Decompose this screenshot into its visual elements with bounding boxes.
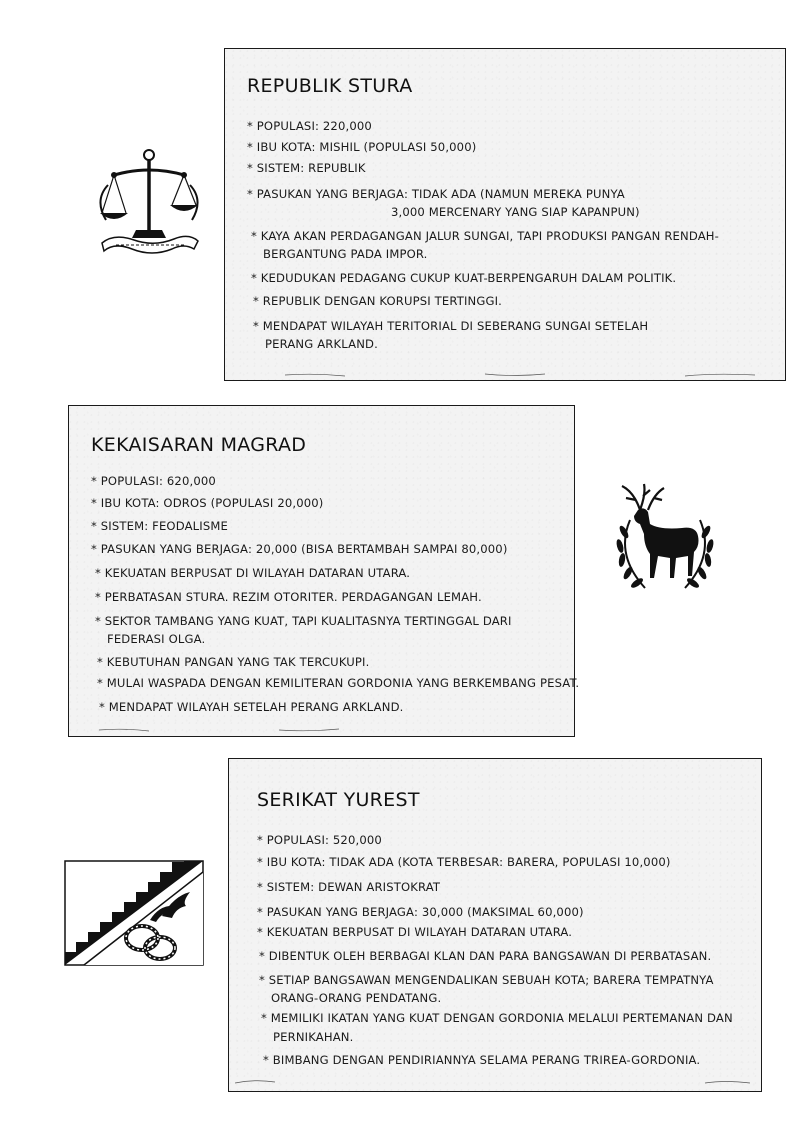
info-line: * MEMILIKI IKATAN YANG KUAT DENGAN GORDONIA MELALUI PERTEMANAN DAN xyxy=(261,1011,733,1025)
card-kekaisaran-magrad xyxy=(68,405,580,737)
info-line: * IBU KOTA: ODROS (POPULASI 20,000) xyxy=(91,496,324,510)
info-line: * MENDAPAT WILAYAH SETELAH PERANG ARKLAND. xyxy=(99,700,404,714)
scratch-mark xyxy=(99,726,559,734)
info-line: * PASUKAN YANG BERJAGA: 20,000 (BISA BERTAMBAH SAMPAI 80,000) xyxy=(91,542,508,556)
info-line: PERANG ARKLAND. xyxy=(265,337,378,351)
card-title: REPUBLIK STURA xyxy=(247,75,413,97)
card-title: KEKAISARAN MAGRAD xyxy=(91,434,307,456)
info-line: * PASUKAN YANG BERJAGA: TIDAK ADA (NAMUN MEREKA PUNYA xyxy=(247,187,625,201)
info-line: * KEKUATAN BERPUSAT DI WILAYAH DATARAN UTARA. xyxy=(95,566,411,580)
info-line: * POPULASI: 620,000 xyxy=(91,474,216,488)
info-line: * DIBENTUK OLEH BERBAGAI KLAN DAN PARA BANGSAWAN DI PERBATASAN. xyxy=(259,949,712,963)
serpent-stairs-emblem xyxy=(64,860,204,966)
scratch-mark xyxy=(235,1077,755,1087)
info-line: * POPULASI: 520,000 xyxy=(257,833,382,847)
card-republik-stura xyxy=(224,48,786,381)
info-line: ORANG-ORANG PENDATANG. xyxy=(271,991,442,1005)
info-line: * KEBUTUHAN PANGAN YANG TAK TERCUKUPI. xyxy=(97,655,370,669)
info-line: * MENDAPAT WILAYAH TERITORIAL DI SEBERANG SUNGAI SETELAH xyxy=(253,319,649,333)
info-line: * IBU KOTA: TIDAK ADA (KOTA TERBESAR: BARERA, POPULASI 10,000) xyxy=(257,855,671,869)
info-line: * BIMBANG DENGAN PENDIRIANNYA SELAMA PERANG TRIREA-GORDONIA. xyxy=(263,1053,701,1067)
scales-of-justice-emblem xyxy=(94,145,204,260)
info-line: BERGANTUNG PADA IMPOR. xyxy=(263,247,428,261)
info-line: * KEDUDUKAN PEDAGANG CUKUP KUAT-BERPENGARUH DALAM POLITIK. xyxy=(251,271,677,285)
info-line: * SISTEM: FEODALISME xyxy=(91,519,228,533)
info-line: * SETIAP BANGSAWAN MENGENDALIKAN SEBUAH KOTA; BARERA TEMPATNYA xyxy=(259,973,714,987)
info-line: * SISTEM: REPUBLIK xyxy=(247,161,366,175)
info-line: PERNIKAHAN. xyxy=(273,1030,354,1044)
info-line: * MULAI WASPADA DENGAN KEMILITERAN GORDONIA YANG BERKEMBANG PESAT. xyxy=(97,676,580,690)
info-line: FEDERASI OLGA. xyxy=(107,632,206,646)
card-serikat-yurest xyxy=(228,758,762,1092)
info-line: * PASUKAN YANG BERJAGA: 30,000 (MAKSIMAL 60,000) xyxy=(257,905,584,919)
info-line: * SEKTOR TAMBANG YANG KUAT, TAPI KUALITASNYA TERTINGGAL DARI xyxy=(95,614,512,628)
card-title: SERIKAT YUREST xyxy=(257,789,420,811)
info-line: * POPULASI: 220,000 xyxy=(247,119,372,133)
info-line: * IBU KOTA: MISHIL (POPULASI 50,000) xyxy=(247,140,477,154)
info-line: * KEKUATAN BERPUSAT DI WILAYAH DATARAN UTARA. xyxy=(257,925,573,939)
info-line: 3,000 MERCENARY YANG SIAP KAPANPUN) xyxy=(391,205,640,219)
info-line: * KAYA AKAN PERDAGANGAN JALUR SUNGAI, TAPI PRODUKSI PANGAN RENDAH- xyxy=(251,229,719,243)
info-line: * SISTEM: DEWAN ARISTOKRAT xyxy=(257,880,441,894)
info-line: * PERBATASAN STURA. REZIM OTORITER. PERDAGANGAN LEMAH. xyxy=(95,590,482,604)
scratch-mark xyxy=(285,371,765,379)
stag-laurel-emblem xyxy=(610,480,720,600)
info-line: * REPUBLIK DENGAN KORUPSI TERTINGGI. xyxy=(253,294,503,308)
